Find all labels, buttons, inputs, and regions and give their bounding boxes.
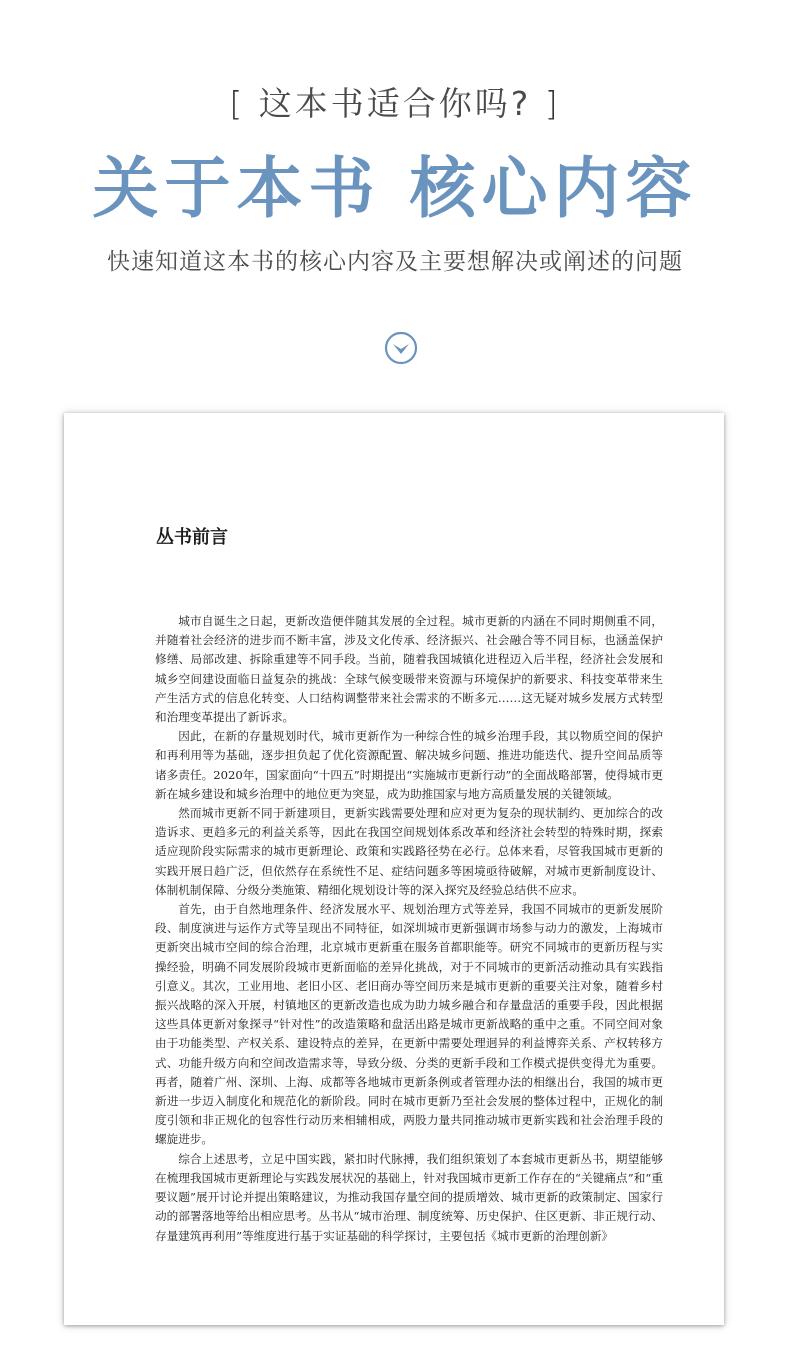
paragraph: 然而城市更新不同于新建项目，更新实践需要处理和应对更为复杂的现状制约、更加综合的改造诉求、更趋多元的利益关系等，因此在我国空间规划体系改革和经济社会转型的特殊时期，探索适应现阶段实际需求的城市更新理论、政策和实践路径势在必行。总体来看，尽管我国城市更新的实践开展日趋广泛，但依然存在系统性不足、症结问题多等困境亟待破解，对城市更新制度设计、体制机制保障、分级分类施策、精细化规划设计等的深入探究及经验总结供不应求。 xyxy=(155,806,663,897)
paragraph: 首先，由于自然地理条件、经济发展水平、规划治理方式等差异，我国不同城市的更新发展阶段、制度演进与运作方式等呈现出不同特征，如深圳城市更新强调市场参与动力的激发，上海城市更新突出城市空间的综合治理，北京城市更新重在服务首都职能等。研究不同城市的更新历程与实操经验，明确不同发展阶段城市更新面临的差异化挑战，对于不同城市的更新活动推动具有实践指引意义。其次，工业用地、老旧小区、老旧商办等空间历来是城市更新的重要关注对象，随着乡村振兴战略的深入开展，村镇地区的更新改造也成为助力城乡融合和存量盘活的重要手段，因此根据这些具体更新对象探寻“针对性”的改造策略和盘活出路是城市更新战略的重中之重。不同空间对象由于功能类型、产权关系、建设特点的差异，在更新中需要处理迥异的利益博弈关系、产权转移方式、功能升级方向和空间改造需求等，导致分级、分类的更新手段和工作模式提供变得尤为重要。再者，随着广州、深圳、上海、成都等各地城市更新条例或者管理办法的相继出台，我国的城市更新进一步迈入制度化和规范化的新阶段。同时在城市更新乃至社会发展的整体过程中，正规化的制度引领和非正规化的包容性行动历来相辅相成，两股力量共同推动城市更新实践和社会治理手段的螺旋进步。 xyxy=(155,902,663,1147)
paragraph: 城市自诞生之日起，更新改造便伴随其发展的全过程。城市更新的内涵在不同时期侧重不同，并随着社会经济的进步而不断丰富，涉及文化传承、经济振兴、社会融合等不同目标，也涵盖保护修缮、局部改建、拆除重建等不同手段。当前，随着我国城镇化进程迈入后半程，经济社会发展和城乡空间建设面临日益复杂的挑战：全球气候变暖带来资源与环境保护的新要求、科技变革带来生产生活方式的信息化转变、人口结构调整带来社会需求的不断多元……这无疑对城乡发展方式转型和治理变革提出了新诉求。 xyxy=(155,614,663,725)
page-title: 关于本书 核心内容 xyxy=(92,149,698,227)
chevron-down-circle-icon[interactable] xyxy=(384,331,418,365)
page-subtitle: 快速知道这本书的核心内容及主要想解决或阐述的问题 xyxy=(107,249,683,275)
tagline xyxy=(0,82,790,126)
bracket-right: ] xyxy=(544,84,561,123)
document-body xyxy=(155,612,663,1246)
document-heading: 丛书前言 xyxy=(156,527,228,548)
paragraph: 综合上述思考，立足中国实践，紧扣时代脉搏，我们组织策划了本套城市更新丛书，期望能够在梳理我国城市更新理论与实践发展状况的基础上，针对我国城市更新工作存在的“关键痛点”和“重要议题”展开讨论并提出策略建议，为推动我国存量空间的提质增效、城市更新的政策制定、国家行动的部署落地等给出相应思考。丛书从“城市治理、制度统筹、历史保护、住区更新、非正规行动、存量建筑再利用”等维度进行基于实证基础的科学探讨，主要包括《城市更新的治理创新》 xyxy=(155,1151,663,1243)
bracket-left: [ xyxy=(229,84,246,123)
tagline-text: 这本书适合你吗? xyxy=(258,84,532,123)
paragraph: 因此，在新的存量规划时代，城市更新作为一种综合性的城乡治理手段，其以物质空间的保护和再利用等为基础，逐步担负起了优化资源配置、解决城乡问题、推进功能迭代、提升空间品质等诸多责任。2020年，国家面向“十四五”时期提出“实施城市更新行动”的全面战略部署，使得城市更新在城乡建设和城乡治理中的地位更为突显，成为助推国家与地方高质量发展的关键领域。 xyxy=(155,729,663,801)
